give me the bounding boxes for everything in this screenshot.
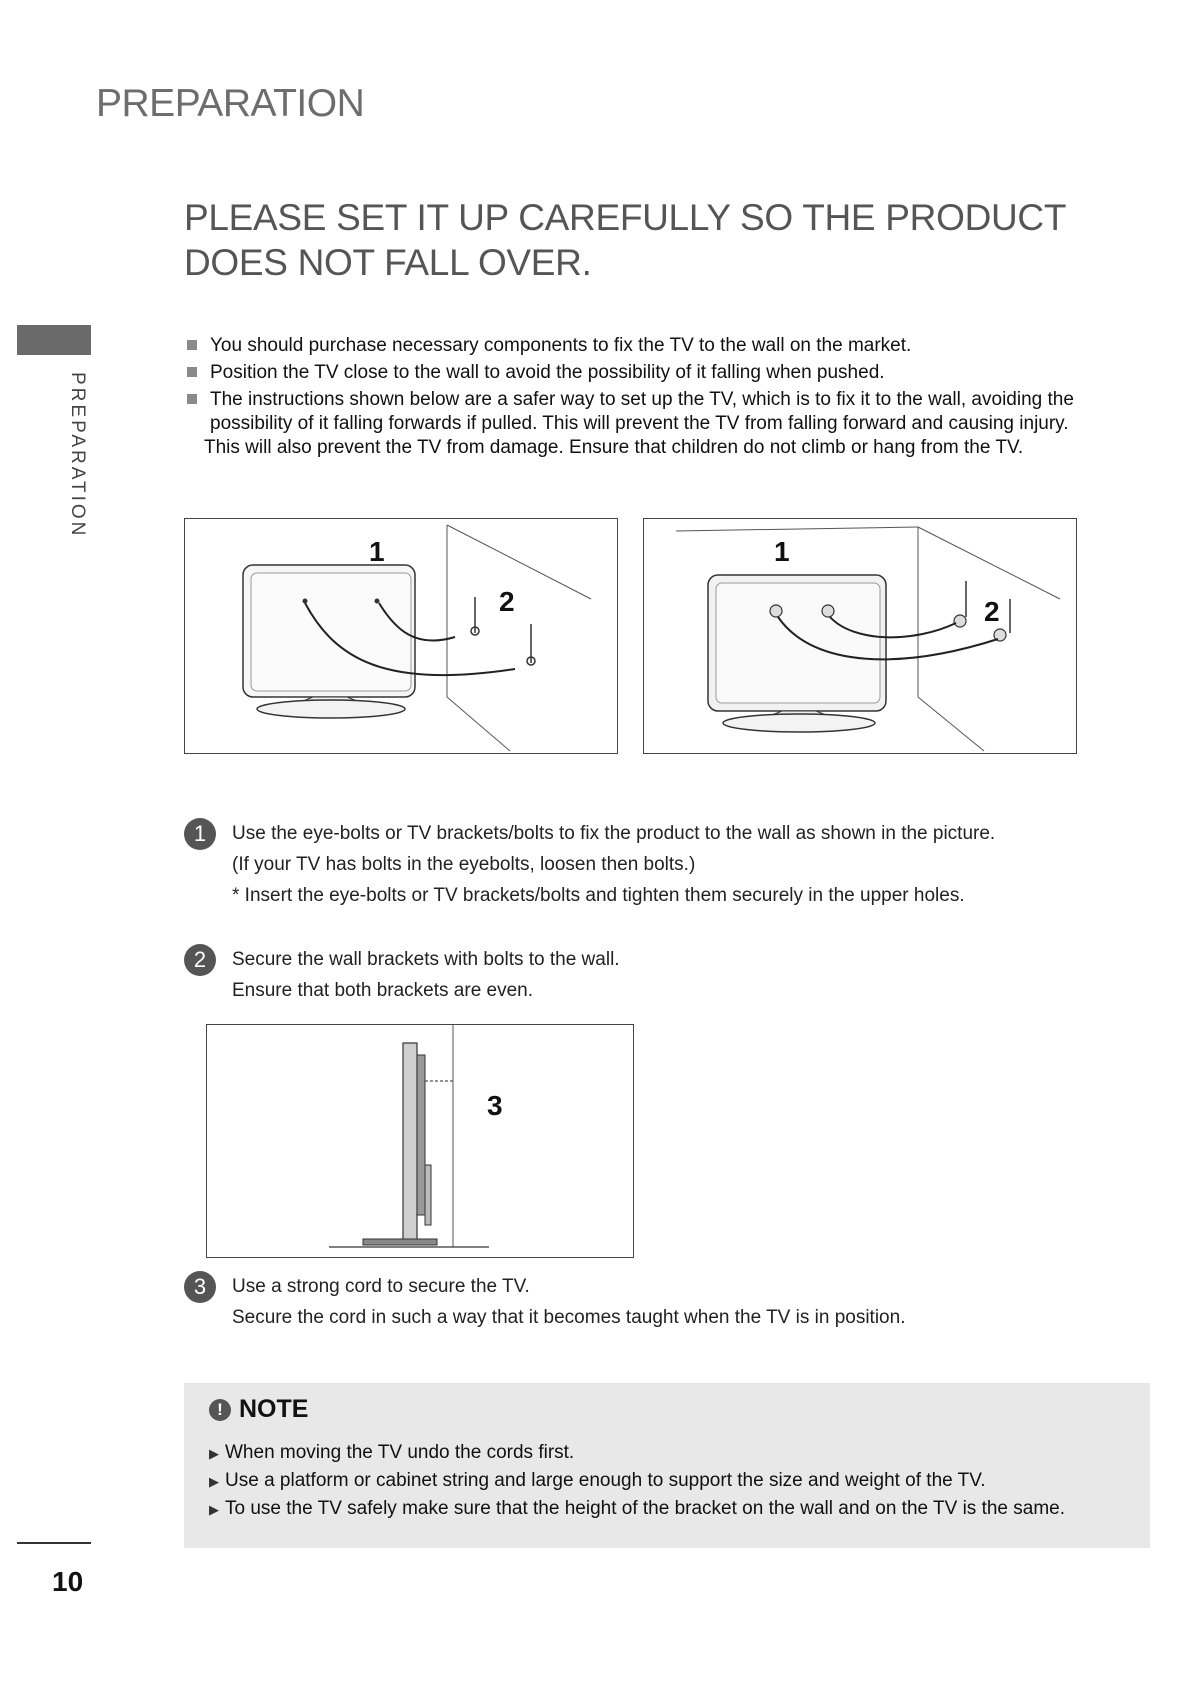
note-item: ▶ When moving the TV undo the cords first. xyxy=(209,1442,575,1463)
tv-bracket-illustration xyxy=(644,519,1076,753)
triangle-bullet-icon: ▶ xyxy=(209,1446,219,1461)
footer-rule xyxy=(17,1542,91,1544)
page-number: 10 xyxy=(52,1566,84,1597)
triangle-bullet-icon: ▶ xyxy=(209,1502,219,1517)
step-text: Use the eye-bolts or TV brackets/bolts to fix the product to the wall as shown in the picture. xyxy=(232,823,996,844)
note-box xyxy=(184,1383,1150,1548)
bullet-text: Position the TV close to the wall to avoid the possibility of it falling when pushed. xyxy=(210,362,885,383)
step-text: Ensure that both brackets are even. xyxy=(232,980,534,1001)
bullet-item xyxy=(184,361,1144,385)
side-section-label: PREPARATION xyxy=(67,372,88,539)
figure-label-2: 2 xyxy=(499,586,515,617)
page-title: PLEASE SET IT UP CAREFULLY SO THE PRODUCT DOES NOT FALL OVER. xyxy=(184,197,1066,283)
figure-label-2: 2 xyxy=(984,596,1000,627)
step-text: Secure the cord in such a way that it becomes taught when the TV is in position. xyxy=(232,1307,906,1328)
side-tab-marker xyxy=(17,325,91,355)
square-bullet-icon xyxy=(187,394,197,404)
figure-label-1: 1 xyxy=(369,536,385,567)
square-bullet-icon xyxy=(187,340,197,350)
note-item: ▶ Use a platform or cabinet string and large enough to support the size and weight of the TV. xyxy=(209,1470,986,1491)
note-title: NOTE xyxy=(239,1395,309,1423)
step-2 xyxy=(184,944,1084,1006)
section-header: PREPARATION xyxy=(96,82,365,125)
figure-eyebolts-front xyxy=(184,518,618,754)
tv-side-view-illustration xyxy=(207,1025,633,1257)
step-3 xyxy=(184,1271,1084,1333)
note-item: ▶ To use the TV safely make sure that the height of the bracket on the wall and on the TV is the same. xyxy=(209,1498,1066,1519)
figure-brackets-front xyxy=(643,518,1077,754)
step-number-badge: 1 xyxy=(184,818,216,850)
square-bullet-icon xyxy=(187,367,197,377)
figure-label-3: 3 xyxy=(487,1090,503,1121)
figure-label-1: 1 xyxy=(774,536,790,567)
exclamation-icon: ! xyxy=(209,1399,231,1421)
step-number-badge: 2 xyxy=(184,944,216,976)
step-text: * Insert the eye-bolts or TV brackets/bolts and tighten them securely in the upper holes. xyxy=(232,885,965,906)
triangle-bullet-icon: ▶ xyxy=(209,1474,219,1489)
figure-side-view xyxy=(206,1024,634,1258)
tv-eyebolt-illustration xyxy=(185,519,617,753)
note-heading xyxy=(209,1395,308,1424)
step-text: Secure the wall brackets with bolts to the wall. xyxy=(232,949,620,970)
bullet-text: You should purchase necessary components to fix the TV to the wall on the market. xyxy=(210,335,912,356)
step-text: Use a strong cord to secure the TV. xyxy=(232,1276,530,1297)
step-number-badge: 3 xyxy=(184,1271,216,1303)
note-list xyxy=(209,1439,1065,1523)
bullet-item xyxy=(184,334,1144,358)
step-1 xyxy=(184,818,1084,911)
instruction-bullets xyxy=(184,334,1144,463)
step-text: (If your TV has bolts in the eyebolts, loosen then bolts.) xyxy=(232,854,696,875)
bullet-item xyxy=(184,388,1144,460)
bullet-continuation: This will also prevent the TV from damage. Ensure that children do not climb or hang from the TV. xyxy=(204,437,1024,458)
bullet-text: The instructions shown below are a safer way to set up the TV, which is to fix it to the wall, avoiding the possibility of it falling forwards if pulled. This will prevent the TV from falling forward and causing injury. xyxy=(210,389,1074,434)
